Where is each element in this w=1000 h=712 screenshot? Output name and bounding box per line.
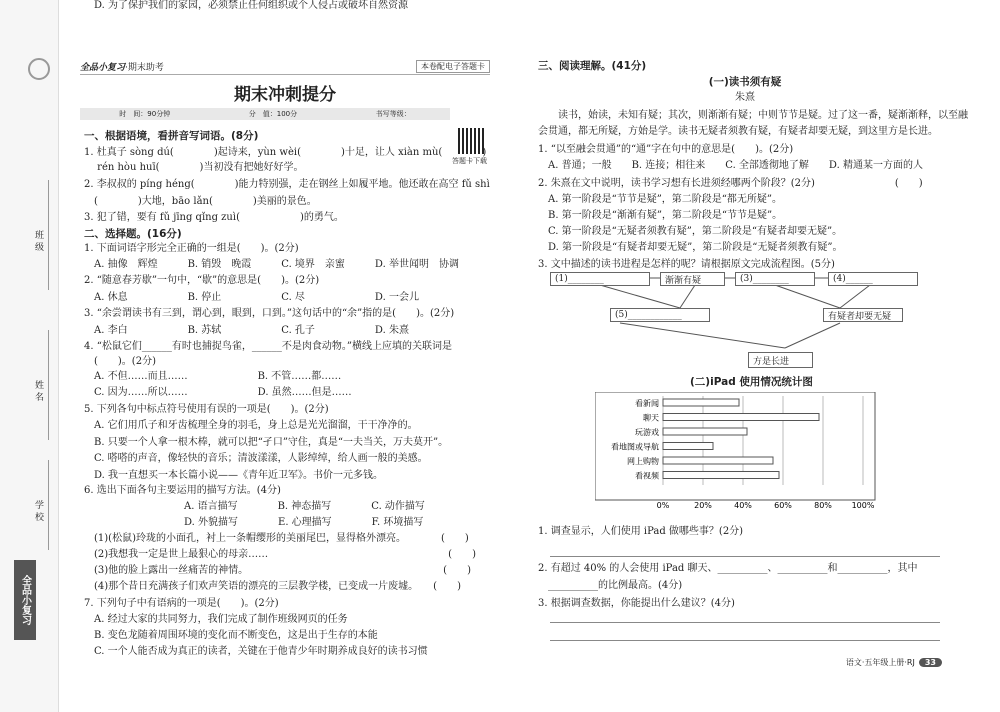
meta-score: 分 值：100分 [248,110,298,118]
bar [663,428,747,435]
question-line: 1. 下面词语字形完全正确的一组是( )。(2分) [84,243,299,254]
category-label: 玩游戏 [635,428,659,437]
question-line: B. 只要一个人拿一根木棒，就可以把“孑口”守住，真是“一夫当关，万夫莫开”。 [84,437,449,448]
page-number: 33 [919,658,942,667]
school-field-label: 学 校 [33,500,43,521]
question-line: (4)那个昔日充满孩子们欢声笑语的漂亮的三层教学楼，已变成一片废墟。 ( ) [84,581,461,592]
category-label: 聊天 [643,413,659,423]
question-line: D. 我一直想买一本长篇小说——《青年近卫军》。书价一元多钱。 [84,470,384,481]
meta-time: 时 间：90分钟 [119,110,171,118]
question-line: 6. 选出下面各句主要运用的描写方法。(4分) [84,485,281,496]
question-line: ( )。(2分) [84,356,156,367]
flow-box-5[interactable]: (5)____________ [610,308,710,322]
x-tick-label: 20% [694,501,712,510]
school-line [48,460,49,550]
page-header [80,60,490,75]
question-line: 4. “松鼠它们______有时也捕捉鸟雀，______不是肉食动物。”横线上应填的关联词是 [84,341,452,352]
name-line [48,330,49,440]
question-line: D. 外貌描写 E. 心理描写 F. 环境描写 [84,517,424,528]
question-line: D. 为了保护我们的家园，必须禁止任何组织或个人侵占或破坏自然资源 [84,0,409,11]
x-tick-label: 0% [656,501,670,510]
question-line: 读书，始读，未知有疑；其次，则渐渐有疑；中则节节是疑。过了这一番，疑渐渐释，以至融 [538,110,968,121]
question-line: 1. “以至融会贯通”的“通”字在句中的意思是( )。(2分) [538,144,794,155]
question-line: B. 变色龙随着周围环境的变化而不断变色，这是出于生存的本能 [84,630,378,641]
question-line: 7. 下列句子中有语病的一项是( )。(2分) [84,598,279,609]
class-line [48,180,49,290]
question-line: C. 因为……所以…… D. 虽然……但是…… [84,387,352,398]
question-line: (3)他的脸上露出一丝痛苦的神情。 ( ) [84,565,471,576]
binding-brand: 全品小复习 [14,560,36,640]
chart-question-line: __________的比例最高。(4分) [538,580,683,591]
question-line: C. 一个人能否成为真正的读者，关键在于他青少年时期养成良好的读书习惯 [84,646,428,657]
question-line: (1)(松鼠)玲珑的小面孔，衬上一条帽缨形的美丽尾巴，显得格外漂亮。 ( ) [84,533,469,544]
ipad-usage-chart [595,392,885,512]
class-field-label: 班 级 [33,230,43,251]
question-line: 1. 杜真子 sòng dú( )起诗来，yùn wèi( )十足，让人 xiàn mù( ) [84,147,487,158]
brand-logo: 全品小复习 [80,63,126,73]
question-line: 2. 李叔叔的 píng héng( )能力特别强，走在钢丝上如履平地。他还敢在高空 fǔ shì [84,179,490,190]
question-line: rén hòu huī( )当初没有把她好好学。 [84,162,304,173]
section-heading: 一、根据语境，看拼音写词语。(8分) [84,130,259,142]
question-line: C. 第一阶段是“无疑者须教有疑”，第二阶段是“有疑者却要无疑”。 [538,226,843,237]
x-tick-label: 80% [814,501,832,510]
flow-box-7: 方是长进 [748,352,813,368]
question-line: D. 第一阶段是“有疑者却要无疑”，第二阶段是“无疑者须教有疑”。 [538,242,843,253]
x-tick-label: 60% [774,501,792,510]
x-tick-label: 40% [734,501,752,510]
question-line: (2)我想我一定是世上最狠心的母亲…… ( ) [84,549,476,560]
bar [663,399,739,406]
question-line: A. 休息 B. 停止 C. 尽 D. 一会儿 [84,292,419,303]
flow-box-3[interactable]: (3)________ [735,272,815,286]
question-line: A. 它们用爪子和牙齿梳理全身的羽毛，身上总是光光溜溜，干干净净的。 [84,420,418,431]
question-line: C. 嗒嗒的声音，像轻快的音乐；清波漾漾，人影绰绰，给人画一般的美感。 [84,453,428,464]
question-line: 3. 犯了错，要有 fǔ jīng qǐng zuì( )的勇气。 [84,212,344,223]
category-label: 网上购物 [627,457,659,466]
question-line: A. 李白 B. 苏轼 C. 孔子 D. 朱熹 [84,325,409,336]
question-line: A. 第一阶段是“节节是疑”，第二阶段是“都无所疑”。 [538,194,783,205]
flow-box-6: 有疑者却要无疑 [823,308,903,322]
category-label: 看地图或导航 [611,442,659,452]
chart-question-line: 1. 调查显示，人们使用 iPad 做哪些事？(2分) [538,526,744,537]
header-subtitle: ·期末助考 [125,63,164,73]
flow-box-1[interactable]: (1)________ [550,272,650,286]
x-tick-label: 100% [851,501,875,510]
bar [663,443,713,450]
question-line: A. 抽像 辉煌 B. 销毁 晚霞 C. 境界 亲蜜 D. 举世闻明 协调 [84,259,459,270]
bar [663,414,819,421]
passage-heading: 朱熹 [735,92,755,103]
name-field-label: 姓 名 [33,380,43,401]
section-heading: 三、阅读理解。(41分) [538,60,647,72]
bar [663,457,773,464]
passage-heading: (一)读书须有疑 [708,76,782,88]
section-heading: 二、选择题。(16分) [84,228,182,240]
page-footer [846,657,942,668]
answer-line-3b[interactable] [550,640,940,641]
question-line: 会贯通，都无所疑，方始是学。读书无疑者须教有疑，有疑者却要无疑，到这里方是长进。 [538,126,938,137]
question-line: B. 第一阶段是“渐渐有疑”，第二阶段是“节节是疑”。 [538,210,783,221]
question-line: 2. “随意春芳歇”一句中，“歇”的意思是( )。(2分) [84,275,320,286]
category-label: 看视频 [635,471,659,481]
exam-meta-bar [80,108,450,120]
question-line: A. 普通；一般 B. 连接；相往来 C. 全部透彻地了解 D. 精通某一方面的人 [538,160,923,171]
question-line: 3. “余尝谓读书有三到，谓心到，眼到，口到。”这句话中的“余”指的是( )。(2分) [84,308,455,319]
chart-question-line: 2. 有超过 40% 的人会使用 iPad 聊天、__________、__________和__________，其中 [538,563,918,574]
flow-box-2: 渐渐有疑 [660,272,725,286]
question-line: A. 不但……而且…… B. 不管……都…… [84,371,342,382]
flow-box-4[interactable]: (4)______ [828,272,918,286]
binding-circle-icon [28,58,50,80]
answer-line-3a[interactable] [550,622,940,623]
question-line: A. 经过大家的共同努力，我们完成了制作班级网页的任务 [84,614,348,625]
question-line: A. 语言描写 B. 神态描写 C. 动作描写 [84,501,425,512]
answer-line-1[interactable] [550,556,940,557]
question-line: 5. 下列各句中标点符号使用有误的一项是( )。(2分) [84,404,329,415]
header-tag: 本卷配电子答题卡 [416,60,490,73]
question-line: 2. 朱熹在文中说明，读书学习想有长进须经哪两个阶段？(2分) ( ) [538,178,923,189]
page-title: 期末冲刺提分 [234,85,336,105]
binding-margin [0,0,59,712]
meta-grade: 书写等级： [375,110,411,118]
footer-label: 语文·五年级上册·RJ [845,658,915,667]
qr-label: 答题卡下载 [452,157,487,165]
question-line: ( )大地，bāo lǎn( )美丽的景色。 [84,196,317,207]
chart-question-line: 3. 根据调查数据，你能提出什么建议？(4分) [538,598,735,609]
category-label: 看新闻 [635,399,659,408]
chart-title: (二)iPad 使用情况统计图 [690,376,813,388]
bar [663,472,779,479]
question-line: 3. 文中描述的读书进程是怎样的呢？请根据原文完成流程图。(5分) [538,259,835,270]
